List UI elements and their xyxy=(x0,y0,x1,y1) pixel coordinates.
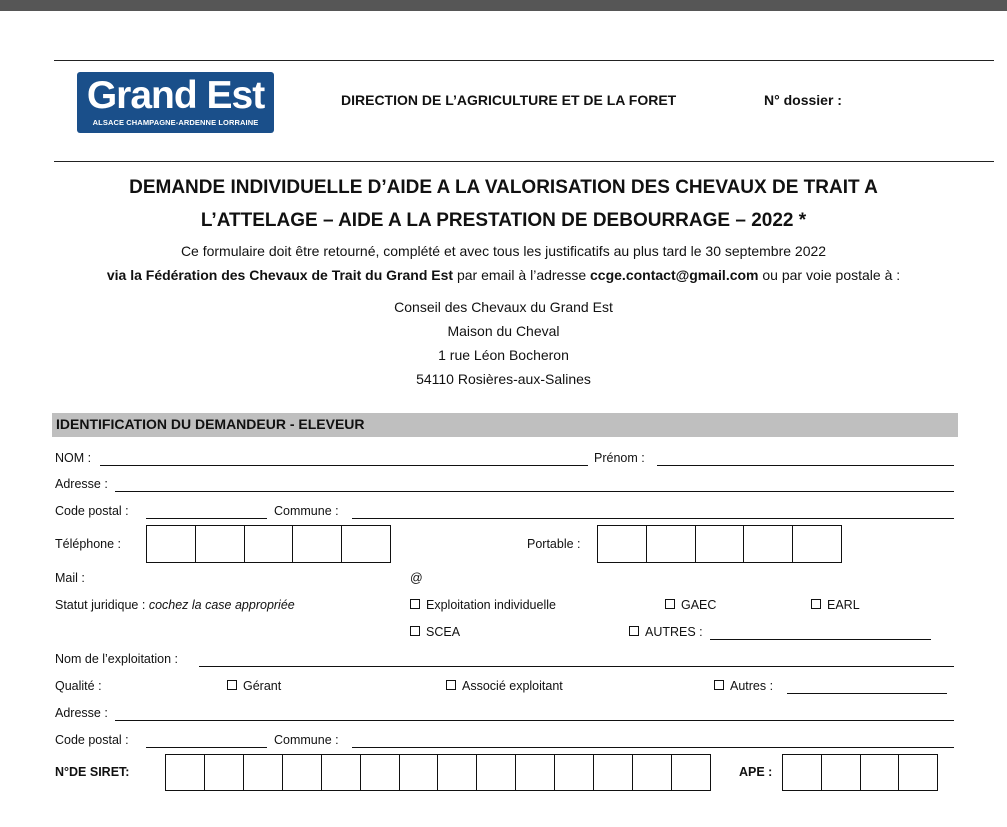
address-line-3: 1 rue Léon Bocheron xyxy=(438,347,569,363)
option-label: AUTRES : xyxy=(645,625,703,639)
checkbox-icon[interactable] xyxy=(714,680,724,690)
option-label: GAEC xyxy=(681,598,717,612)
form-title-line-1: DEMANDE INDIVIDUELLE D’AIDE A LA VALORISATION DES CHEVAUX DE TRAIT A xyxy=(129,177,878,198)
dossier-label: N° dossier : xyxy=(764,92,842,108)
header-bottom-rule xyxy=(54,161,994,162)
ape-label: APE : xyxy=(739,765,773,779)
logo-main-text: Grand Est xyxy=(86,74,265,117)
option-label: Autres : xyxy=(730,679,774,693)
logo-sub-text: ALSACE CHAMPAGNE-ARDENNE LORRAINE xyxy=(92,118,259,127)
nom-label: NOM : xyxy=(55,451,92,465)
window-top-bar xyxy=(0,0,1007,11)
option-label: Gérant xyxy=(243,679,282,693)
statut-hint: cochez la case appropriée xyxy=(148,598,295,612)
checkbox-icon[interactable] xyxy=(410,599,420,609)
nom-exploitation-field[interactable] xyxy=(199,666,954,667)
option-label: EARL xyxy=(827,598,860,612)
prenom-label: Prénom : xyxy=(594,451,645,465)
telephone-boxes[interactable] xyxy=(146,525,391,563)
nom-exploitation-label: Nom de l’exploitation : xyxy=(55,652,178,666)
direction-label: DIRECTION DE L’AGRICULTURE ET DE LA FORET xyxy=(341,92,677,108)
section-title: IDENTIFICATION DU DEMANDEUR - ELEVEUR xyxy=(56,416,365,432)
adresse-exploitation-field[interactable] xyxy=(115,720,954,721)
code-postal-exploitation-field[interactable] xyxy=(146,747,267,748)
option-gerant[interactable] xyxy=(227,679,281,693)
instruction-text-2: ou par voie postale à : xyxy=(758,267,901,283)
autres-qualite-field[interactable] xyxy=(787,693,947,694)
option-exploitation-individuelle[interactable] xyxy=(410,598,556,612)
mail-label: Mail : xyxy=(55,571,85,585)
portable-boxes[interactable] xyxy=(597,525,842,563)
adresse-label: Adresse : xyxy=(55,477,108,491)
commune-exploitation-label: Commune : xyxy=(274,733,339,747)
instruction-email: ccge.contact@gmail.com xyxy=(590,267,759,283)
address-line-4: 54110 Rosières-aux-Salines xyxy=(416,371,591,387)
commune-label: Commune : xyxy=(274,504,339,518)
address-line-1: Conseil des Chevaux du Grand Est xyxy=(394,299,613,315)
option-scea[interactable] xyxy=(410,625,460,639)
qualite-label: Qualité : xyxy=(55,679,102,693)
code-postal-exploitation-label: Code postal : xyxy=(55,733,129,747)
instruction-line-2 xyxy=(0,267,1007,283)
statut-label-text: Statut juridique : xyxy=(55,598,149,612)
header-top-rule xyxy=(54,60,994,61)
portable-label: Portable : xyxy=(527,537,581,551)
nom-field[interactable] xyxy=(100,465,588,466)
instruction-federation: via la Fédération des Chevaux de Trait du Grand Est xyxy=(106,267,454,283)
siret-label: N°DE SIRET: xyxy=(55,765,130,779)
address-line-2: Maison du Cheval xyxy=(447,323,560,339)
adresse-field[interactable] xyxy=(115,491,954,492)
adresse-exploitation-label: Adresse : xyxy=(55,706,108,720)
checkbox-icon[interactable] xyxy=(410,626,420,636)
commune-field[interactable] xyxy=(352,518,954,519)
option-autres[interactable] xyxy=(629,625,703,639)
statut-label xyxy=(55,598,295,612)
telephone-label: Téléphone : xyxy=(55,537,122,551)
checkbox-icon[interactable] xyxy=(665,599,675,609)
option-autres-qualite[interactable] xyxy=(714,679,773,693)
option-gaec[interactable] xyxy=(665,598,716,612)
option-label: Exploitation individuelle xyxy=(426,598,556,612)
code-postal-label: Code postal : xyxy=(55,504,129,518)
checkbox-icon[interactable] xyxy=(629,626,639,636)
code-postal-field[interactable] xyxy=(146,518,267,519)
checkbox-icon[interactable] xyxy=(446,680,456,690)
grand-est-logo xyxy=(77,72,274,133)
mail-at-sign: @ xyxy=(410,571,423,585)
siret-boxes[interactable] xyxy=(165,754,711,791)
option-associe-exploitant[interactable] xyxy=(446,679,563,693)
checkbox-icon[interactable] xyxy=(227,680,237,690)
form-title-line-2: L’ATTELAGE – AIDE A LA PRESTATION DE DEBOURRAGE – 2022 * xyxy=(200,210,807,231)
instruction-text-1: par email à l’adresse xyxy=(453,267,591,283)
ape-boxes[interactable] xyxy=(782,754,938,791)
instruction-line-1: Ce formulaire doit être retourné, complété et avec tous les justificatifs au plus tard le 30 septembre 2022 xyxy=(180,243,827,259)
checkbox-icon[interactable] xyxy=(811,599,821,609)
option-earl[interactable] xyxy=(811,598,860,612)
option-label: Associé exploitant xyxy=(462,679,563,693)
section-header xyxy=(52,413,958,437)
autres-statut-field[interactable] xyxy=(710,639,931,640)
option-label: SCEA xyxy=(426,625,461,639)
commune-exploitation-field[interactable] xyxy=(352,747,954,748)
prenom-field[interactable] xyxy=(657,465,954,466)
